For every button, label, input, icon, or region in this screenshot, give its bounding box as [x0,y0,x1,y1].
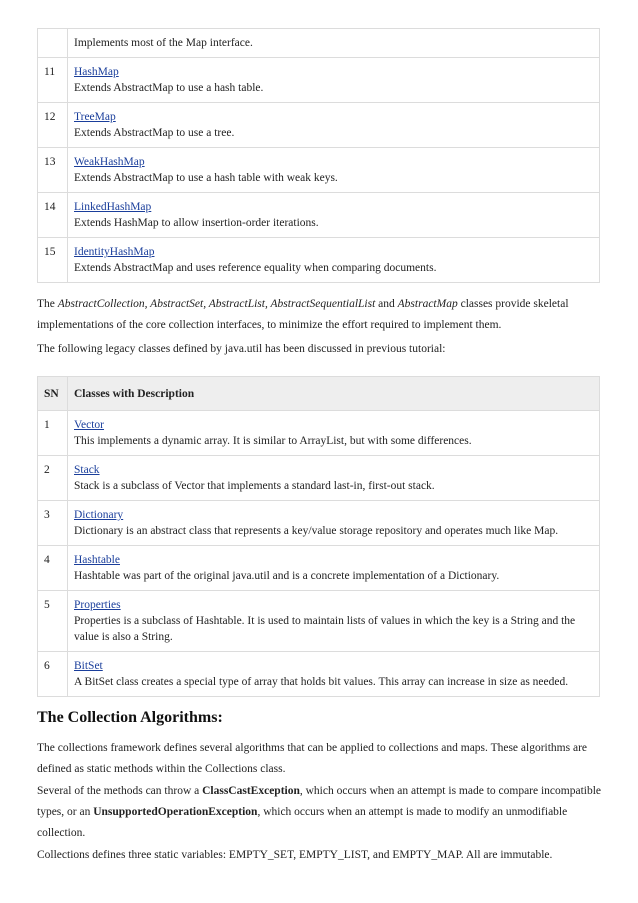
table-row [38,591,600,652]
algorithms-paragraph: The collections framework defines several algorithms that can be applied to collections and maps. These algorithms are defined as static methods within the Collections class. [37,742,588,775]
header-sn: SN [38,377,68,411]
class-description: Implements most of the Map interface. [74,37,253,49]
paragraph-text: , which occurs when an attempt is made to modify an unmodifiable collection. [37,806,568,839]
legacy-classes-table [37,376,600,697]
row-sn: 14 [38,193,68,238]
row-description-cell [68,58,600,103]
exceptions-paragraph [37,781,602,844]
class-link[interactable]: Properties [74,599,121,611]
row-description-cell [68,148,600,193]
row-sn: 1 [38,411,68,456]
class-description: A BitSet class creates a special type of array that holds bit values. This array can increase in size as needed. [74,676,569,688]
map-classes-table [37,28,600,283]
class-link[interactable]: Dictionary [74,509,124,521]
class-description: Extends AbstractMap to use a hash table. [74,82,264,94]
class-link[interactable]: IdentityHashMap [74,246,155,258]
class-link[interactable]: Hashtable [74,554,120,566]
row-description-cell [68,193,600,238]
row-sn: 6 [38,652,68,697]
row-description-cell [68,501,600,546]
class-link[interactable]: Stack [74,464,100,476]
table-row [38,103,600,148]
row-sn: 3 [38,501,68,546]
row-description-cell [68,591,600,652]
row-sn: 11 [38,58,68,103]
class-description: Extends AbstractMap to use a tree. [74,127,235,139]
class-link[interactable]: LinkedHashMap [74,201,152,213]
class-cast-exception-term: ClassCastException [202,785,300,797]
class-link[interactable]: WeakHashMap [74,156,145,168]
row-sn: 15 [38,238,68,283]
class-description: Dictionary is an abstract class that represents a key/value storage repository and operates much like Map. [74,525,559,537]
paragraph-text: and [375,298,398,310]
row-description-cell [68,546,600,591]
class-link[interactable]: BitSet [74,660,103,672]
class-description: Stack is a subclass of Vector that implements a standard last-in, first-out stack. [74,480,435,492]
table-header-row [38,377,600,411]
row-description-cell [68,29,600,58]
paragraph-text: Several of the methods can throw a [37,785,203,797]
class-link[interactable]: Vector [74,419,105,431]
table-row [38,546,600,591]
paragraph-text: classes provide skeletal implementations of the core collection interfaces, to minimize the effort required to implement them. [37,298,569,331]
header-classes-with-description: Classes with Description [68,377,600,411]
paragraph-italic-text: AbstractCollection, AbstractSet, AbstractList, AbstractSequentialList [57,298,376,310]
row-description-cell [68,456,600,501]
row-sn: 5 [38,591,68,652]
row-description-cell [68,238,600,283]
unsupported-operation-exception-term: UnsupportedOperationException [93,806,258,818]
table-row [38,501,600,546]
static-variables-paragraph: Collections defines three static variables: EMPTY_SET, EMPTY_LIST, and EMPTY_MAP. All are immutable. [37,849,553,861]
table-row [38,193,600,238]
table-row [38,238,600,283]
row-sn: 2 [38,456,68,501]
class-link[interactable]: TreeMap [74,111,116,123]
table-row [38,148,600,193]
class-description: Extends AbstractMap to use a hash table with weak keys. [74,172,338,184]
table-row [38,29,600,58]
class-description: Hashtable was part of the original java.util and is a concrete implementation of a Dictionary. [74,570,500,582]
class-description: This implements a dynamic array. It is similar to ArrayList, but with some differences. [74,435,472,447]
table-row [38,456,600,501]
section-heading-collection-algorithms: The Collection Algorithms: [37,709,223,726]
legacy-intro-paragraph: The following legacy classes defined by java.util has been discussed in previous tutorial: [37,343,446,355]
row-description-cell [68,103,600,148]
table-row [38,652,600,697]
row-sn: 13 [38,148,68,193]
row-sn: 12 [38,103,68,148]
row-sn [38,29,68,58]
table-row [38,411,600,456]
row-description-cell [68,411,600,456]
paragraph-text: The [37,298,58,310]
class-description: Extends HashMap to allow insertion-order iterations. [74,217,319,229]
paragraph-italic-text: AbstractMap [397,298,458,310]
abstract-classes-paragraph [37,294,602,336]
row-description-cell [68,652,600,697]
class-description: Extends AbstractMap and uses reference equality when comparing documents. [74,262,437,274]
paragraph-text: , which occurs when an attempt is made to compare incompatible types, or an [37,785,602,818]
class-link[interactable]: HashMap [74,66,119,78]
row-sn: 4 [38,546,68,591]
table-row [38,58,600,103]
class-description: Properties is a subclass of Hashtable. It is used to maintain lists of values in which the key is a String and the value is also a String. [74,615,576,643]
